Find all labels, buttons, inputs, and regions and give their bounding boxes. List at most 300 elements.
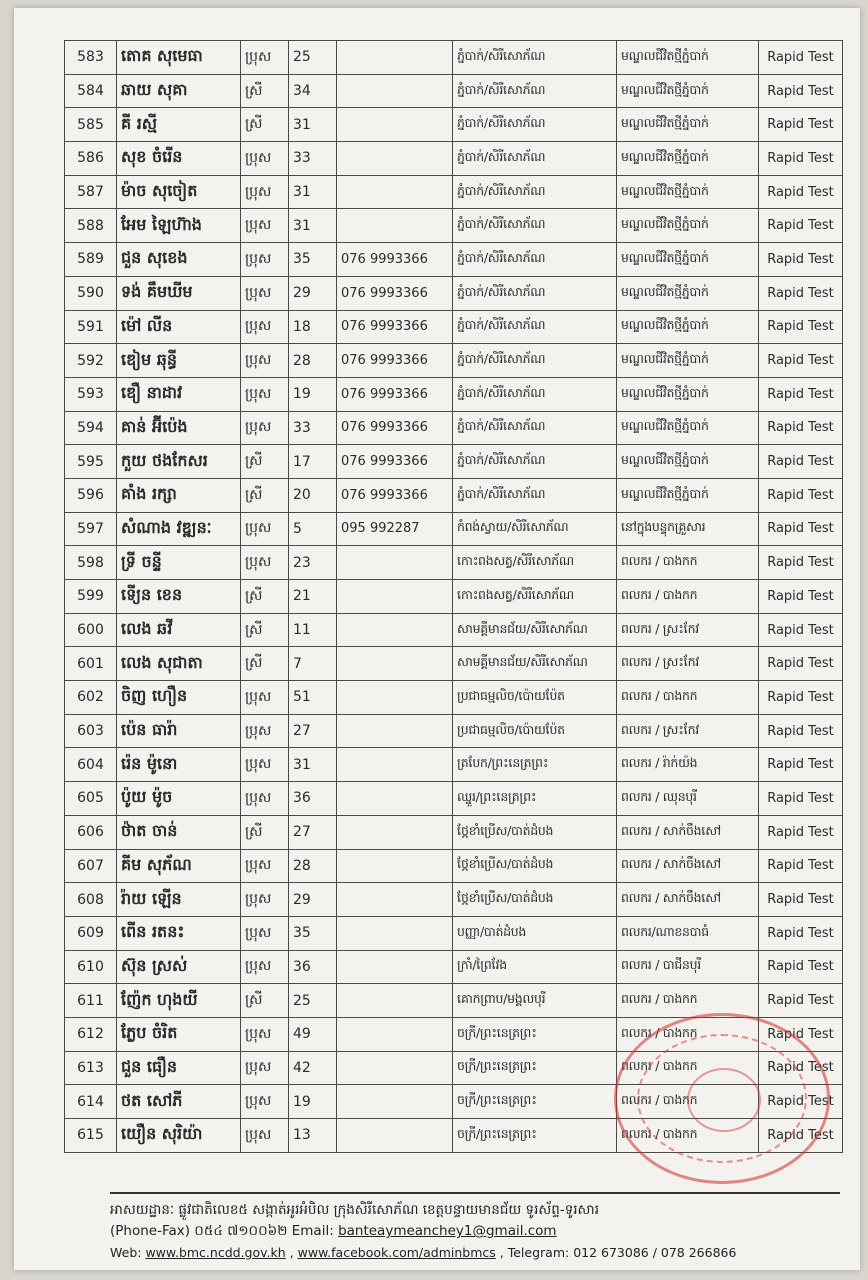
patient-age-cell: 31 — [289, 748, 337, 782]
patient-phone-cell — [337, 108, 453, 142]
patient-origin-cell: ពលករ / បាងកក — [617, 1119, 759, 1153]
test-type-cell: Rapid Test — [759, 748, 843, 782]
patient-age-cell: 49 — [289, 1017, 337, 1051]
row-number-cell: 609 — [65, 916, 117, 950]
footer-email-label: Email: — [291, 1223, 334, 1239]
patient-name-cell: ពើន រតនះ — [117, 916, 241, 950]
patient-sex-cell: ប្រុស — [241, 950, 289, 984]
patient-phone-cell: 076 9993366 — [337, 243, 453, 277]
patient-name-cell: ឌៀម ឆុន្ធី — [117, 344, 241, 378]
patient-phone-cell — [337, 209, 453, 243]
patient-age-cell: 23 — [289, 546, 337, 580]
test-type-cell: Rapid Test — [759, 916, 843, 950]
patient-name-cell: ម៉ាច សុចៀត — [117, 175, 241, 209]
patient-name-cell: យឿន សុរិយ៉ា — [117, 1119, 241, 1153]
patient-origin-cell: មណ្ឌលជីវិតថ្មីភ្នំបាក់ — [617, 377, 759, 411]
footer-web-line — [110, 1242, 840, 1263]
test-type-cell: Rapid Test — [759, 613, 843, 647]
table-row — [65, 613, 843, 647]
footer-separator: , — [499, 1245, 504, 1260]
patient-phone-cell — [337, 546, 453, 580]
table-row — [65, 209, 843, 243]
patient-sex-cell: ប្រុស — [241, 344, 289, 378]
patient-sex-cell: ប្រុស — [241, 714, 289, 748]
test-type-cell: Rapid Test — [759, 108, 843, 142]
patient-name-cell: ម៉ៅ លីន — [117, 310, 241, 344]
table-row — [65, 310, 843, 344]
patient-origin-cell: ពលករ / ស្រះកែវ — [617, 714, 759, 748]
row-number-cell: 613 — [65, 1051, 117, 1085]
patient-age-cell: 33 — [289, 411, 337, 445]
patient-address-cell: គោកព្រាប/មង្គលបុរី — [453, 984, 617, 1018]
row-number-cell: 595 — [65, 445, 117, 479]
patient-address-cell: ភ្នំបាក់/សិរីសោភ័ណ — [453, 445, 617, 479]
patient-address-cell: ប្រជាធម្មលិច/ប៉ោយប៉ែត — [453, 714, 617, 748]
patient-phone-cell: 076 9993366 — [337, 344, 453, 378]
patient-origin-cell: ពលករ / រ៉ាក់យ៉ង — [617, 748, 759, 782]
patient-age-cell: 28 — [289, 344, 337, 378]
patient-phone-cell: 095 992287 — [337, 512, 453, 546]
table-row — [65, 1119, 843, 1153]
patient-origin-cell: មណ្ឌលជីវិតថ្មីភ្នំបាក់ — [617, 276, 759, 310]
patient-sex-cell: ស្រី — [241, 580, 289, 614]
row-number-cell: 599 — [65, 580, 117, 614]
row-number-cell: 591 — [65, 310, 117, 344]
patient-address-cell: ប្រជាធម្មលិច/ប៉ោយប៉ែត — [453, 681, 617, 715]
table-row — [65, 849, 843, 883]
row-number-cell: 590 — [65, 276, 117, 310]
patient-origin-cell: នៅក្នុងបន្ទុកគ្រួសារ — [617, 512, 759, 546]
patient-address-cell: កោះពងសត្វ/សិរីសោភ័ណ — [453, 580, 617, 614]
patient-phone-cell — [337, 613, 453, 647]
row-number-cell: 587 — [65, 175, 117, 209]
patient-address-cell: បញ្ញា/បាត់ដំបង — [453, 916, 617, 950]
table-row — [65, 1085, 843, 1119]
patient-sex-cell: ប្រុស — [241, 1051, 289, 1085]
row-number-cell: 615 — [65, 1119, 117, 1153]
patient-age-cell: 31 — [289, 108, 337, 142]
patient-phone-cell: 076 9993366 — [337, 411, 453, 445]
table-row — [65, 74, 843, 108]
patient-origin-cell: មណ្ឌលជីវិតថ្មីភ្នំបាក់ — [617, 209, 759, 243]
patient-origin-cell: មណ្ឌលជីវិតថ្មីភ្នំបាក់ — [617, 478, 759, 512]
test-type-cell: Rapid Test — [759, 1017, 843, 1051]
test-type-cell: Rapid Test — [759, 1051, 843, 1085]
patient-sex-cell: ស្រី — [241, 478, 289, 512]
patient-age-cell: 7 — [289, 647, 337, 681]
patient-origin-cell: ពលករ / សាក់ចឹងសៅ — [617, 849, 759, 883]
test-type-cell: Rapid Test — [759, 209, 843, 243]
test-type-cell: Rapid Test — [759, 681, 843, 715]
test-type-cell: Rapid Test — [759, 175, 843, 209]
patient-age-cell: 5 — [289, 512, 337, 546]
patient-name-cell: ប៉េន ធារ៉ា — [117, 714, 241, 748]
patient-phone-cell — [337, 984, 453, 1018]
patient-sex-cell: ប្រុស — [241, 849, 289, 883]
row-number-cell: 607 — [65, 849, 117, 883]
table-row — [65, 782, 843, 816]
test-type-cell: Rapid Test — [759, 276, 843, 310]
patient-age-cell: 19 — [289, 1085, 337, 1119]
row-number-cell: 596 — [65, 478, 117, 512]
table-row — [65, 1051, 843, 1085]
test-type-cell: Rapid Test — [759, 344, 843, 378]
patient-name-cell: ទើ្យន ខេន — [117, 580, 241, 614]
patient-phone-cell — [337, 1051, 453, 1085]
patient-age-cell: 25 — [289, 984, 337, 1018]
row-number-cell: 598 — [65, 546, 117, 580]
patient-origin-cell: មណ្ឌលជីវិតថ្មីភ្នំបាក់ — [617, 142, 759, 176]
table-row — [65, 108, 843, 142]
patient-name-cell: គីម សុភ័ណ — [117, 849, 241, 883]
patient-age-cell: 17 — [289, 445, 337, 479]
footer-separator: , — [289, 1245, 294, 1260]
patient-phone-cell — [337, 142, 453, 176]
patient-origin-cell: មណ្ឌលជីវិតថ្មីភ្នំបាក់ — [617, 445, 759, 479]
patient-address-cell: ភ្នំបាក់/សិរីសោភ័ណ — [453, 411, 617, 445]
patient-phone-cell — [337, 1017, 453, 1051]
row-number-cell: 597 — [65, 512, 117, 546]
test-type-cell: Rapid Test — [759, 984, 843, 1018]
row-number-cell: 593 — [65, 377, 117, 411]
test-type-cell: Rapid Test — [759, 950, 843, 984]
patient-phone-cell — [337, 41, 453, 75]
footer-contact-line — [110, 1221, 840, 1242]
patient-phone-cell: 076 9993366 — [337, 377, 453, 411]
patient-origin-cell: មណ្ឌលជីវិតថ្មីភ្នំបាក់ — [617, 243, 759, 277]
patient-name-cell: ជួន សុខេង — [117, 243, 241, 277]
row-number-cell: 600 — [65, 613, 117, 647]
row-number-cell: 594 — [65, 411, 117, 445]
row-number-cell: 583 — [65, 41, 117, 75]
patient-sex-cell: ប្រុស — [241, 883, 289, 917]
row-number-cell: 608 — [65, 883, 117, 917]
table-row — [65, 478, 843, 512]
patient-address-cell: ភ្នំបាក់/សិរីសោភ័ណ — [453, 74, 617, 108]
patient-phone-cell — [337, 748, 453, 782]
test-type-cell: Rapid Test — [759, 1119, 843, 1153]
patient-address-cell: ថ្កែខាំប្រើស/បាត់ដំបង — [453, 883, 617, 917]
patient-age-cell: 19 — [289, 377, 337, 411]
patient-name-cell: រ៉ាយ ឡើន — [117, 883, 241, 917]
patient-origin-cell: ពលករ / បាងកក — [617, 681, 759, 715]
patient-age-cell: 51 — [289, 681, 337, 715]
patient-age-cell: 13 — [289, 1119, 337, 1153]
patient-name-cell: តោគ សុមេធា — [117, 41, 241, 75]
footer-phone: (Phone-Fax) ០៥៤ ៧១០០៦២ — [110, 1223, 288, 1239]
patient-sex-cell: ប្រុស — [241, 1119, 289, 1153]
patient-address-cell: ភ្នំបាក់/សិរីសោភ័ណ — [453, 276, 617, 310]
patient-origin-cell: មណ្ឌលជីវិតថ្មីភ្នំបាក់ — [617, 108, 759, 142]
patient-phone-cell — [337, 175, 453, 209]
patient-sex-cell: ប្រុស — [241, 916, 289, 950]
patient-age-cell: 33 — [289, 142, 337, 176]
row-number-cell: 614 — [65, 1085, 117, 1119]
patient-address-cell: ចក្រី/ព្រះនេត្រព្រះ — [453, 1017, 617, 1051]
patient-name-cell: សុខ ចំរើន — [117, 142, 241, 176]
patient-sex-cell: ប្រុស — [241, 41, 289, 75]
patient-phone-cell — [337, 950, 453, 984]
patient-name-cell: កួយ ថងកែសរ — [117, 445, 241, 479]
patient-origin-cell: មណ្ឌលជីវិតថ្មីភ្នំបាក់ — [617, 411, 759, 445]
patient-origin-cell: ពលករ / បាជីនបុរី — [617, 950, 759, 984]
patient-origin-cell: ពលករ / បាងកក — [617, 1051, 759, 1085]
patient-address-cell: ឈ្នួរ/ព្រះនេត្រព្រះ — [453, 782, 617, 816]
patient-name-cell: ប៉ូយ ម៉ូច — [117, 782, 241, 816]
patient-name-cell: ជួន ធឿន — [117, 1051, 241, 1085]
patient-address-cell: ភ្នំបាក់/សិរីសោភ័ណ — [453, 142, 617, 176]
test-type-cell: Rapid Test — [759, 142, 843, 176]
row-number-cell: 612 — [65, 1017, 117, 1051]
patient-sex-cell: ប្រុស — [241, 276, 289, 310]
patient-name-cell: លេង សុជាតា — [117, 647, 241, 681]
patient-phone-cell — [337, 916, 453, 950]
row-number-cell: 585 — [65, 108, 117, 142]
patient-address-cell: ភ្នំបាក់/សិរីសោភ័ណ — [453, 108, 617, 142]
patient-age-cell: 25 — [289, 41, 337, 75]
patient-name-cell: អែម ឡៃហ៊ាង — [117, 209, 241, 243]
test-type-cell: Rapid Test — [759, 243, 843, 277]
patient-sex-cell: ប្រុស — [241, 310, 289, 344]
footer-web-link[interactable]: www.bmc.ncdd.gov.kh — [145, 1245, 286, 1260]
row-number-cell: 592 — [65, 344, 117, 378]
footer-facebook-link[interactable]: www.facebook.com/adminbmcs — [297, 1245, 496, 1260]
patient-address-cell: កំពង់ស្វាយ/សិរីសោភ័ណ — [453, 512, 617, 546]
row-number-cell: 606 — [65, 815, 117, 849]
test-type-cell: Rapid Test — [759, 1085, 843, 1119]
patient-sex-cell: ប្រុស — [241, 748, 289, 782]
table-row — [65, 748, 843, 782]
patient-age-cell: 35 — [289, 916, 337, 950]
row-number-cell: 610 — [65, 950, 117, 984]
patient-phone-cell — [337, 1085, 453, 1119]
row-number-cell: 602 — [65, 681, 117, 715]
patient-phone-cell — [337, 647, 453, 681]
patient-phone-cell: 076 9993366 — [337, 478, 453, 512]
patient-age-cell: 28 — [289, 849, 337, 883]
table-row — [65, 243, 843, 277]
patient-age-cell: 31 — [289, 209, 337, 243]
patient-name-cell: គី រស្មី — [117, 108, 241, 142]
test-type-cell: Rapid Test — [759, 411, 843, 445]
patient-name-cell: លេង ឆវី — [117, 613, 241, 647]
patient-name-cell: ថត សៅភី — [117, 1085, 241, 1119]
patient-sex-cell: ប្រុស — [241, 681, 289, 715]
patient-name-cell: ញ៉ែក ហុងយី — [117, 984, 241, 1018]
patient-address-cell: កោះពងសត្វ/សិរីសោភ័ណ — [453, 546, 617, 580]
patient-name-cell: ទង់ គឹមឃីម — [117, 276, 241, 310]
patient-address-cell: ភ្នំបាក់/សិរីសោភ័ណ — [453, 310, 617, 344]
patient-sex-cell: ប្រុស — [241, 782, 289, 816]
row-number-cell: 611 — [65, 984, 117, 1018]
patient-age-cell: 42 — [289, 1051, 337, 1085]
patient-address-cell: ត្របែក/ព្រះនេត្រព្រះ — [453, 748, 617, 782]
test-type-cell: Rapid Test — [759, 74, 843, 108]
test-type-cell: Rapid Test — [759, 580, 843, 614]
patient-phone-cell — [337, 782, 453, 816]
patient-name-cell: ចិញ ហឿន — [117, 681, 241, 715]
row-number-cell: 605 — [65, 782, 117, 816]
patient-address-cell: ភ្នំបាក់/សិរីសោភ័ណ — [453, 175, 617, 209]
table-row — [65, 647, 843, 681]
row-number-cell: 601 — [65, 647, 117, 681]
patient-address-cell: ក្រាំ/ព្រៃវែង — [453, 950, 617, 984]
patient-address-cell: ភ្នំបាក់/សិរីសោភ័ណ — [453, 209, 617, 243]
patient-name-cell: ឌឿ នាដាវ — [117, 377, 241, 411]
patient-origin-cell: ពលករ / ឈុនបុរី — [617, 782, 759, 816]
patient-sex-cell: ស្រី — [241, 445, 289, 479]
footer-address-line: អាសយដ្ឋានៈ ផ្លូវជាតិលេខ៥ សង្កាត់អូរអំបិល ក្រុងសិរីសោភ័ណ ខេត្តបន្ទាយមានជ័យ ទូរស័ព្ទ-ទូរសារ — [110, 1202, 599, 1218]
patient-origin-cell: មណ្ឌលជីវិតថ្មីភ្នំបាក់ — [617, 175, 759, 209]
patient-phone-cell — [337, 681, 453, 715]
patient-age-cell: 20 — [289, 478, 337, 512]
row-number-cell: 604 — [65, 748, 117, 782]
patient-name-cell: រ៉េន ម៉ូនោ — [117, 748, 241, 782]
patient-phone-cell: 076 9993366 — [337, 310, 453, 344]
patient-sex-cell: ប្រុស — [241, 142, 289, 176]
patient-name-cell: ភ្លែប ចំរិត — [117, 1017, 241, 1051]
patient-table-body — [65, 41, 843, 1153]
patient-address-cell: ភ្នំបាក់/សិរីសោភ័ណ — [453, 377, 617, 411]
patient-age-cell: 29 — [289, 883, 337, 917]
patient-phone-cell — [337, 714, 453, 748]
row-number-cell: 588 — [65, 209, 117, 243]
patient-origin-cell: ពលករ / បាងកក — [617, 546, 759, 580]
patient-age-cell: 21 — [289, 580, 337, 614]
patient-sex-cell: ស្រី — [241, 613, 289, 647]
patient-sex-cell: ស្រី — [241, 108, 289, 142]
patient-origin-cell: ពលករ / បាងកក — [617, 984, 759, 1018]
table-row — [65, 276, 843, 310]
table-row — [65, 714, 843, 748]
test-type-cell: Rapid Test — [759, 883, 843, 917]
patient-origin-cell: មណ្ឌលជីវិតថ្មីភ្នំបាក់ — [617, 41, 759, 75]
patient-origin-cell: ពលករ / បាងកក — [617, 1017, 759, 1051]
patient-age-cell: 34 — [289, 74, 337, 108]
table-row — [65, 142, 843, 176]
patient-phone-cell — [337, 74, 453, 108]
table-row — [65, 815, 843, 849]
patient-address-cell: ភ្នំបាក់/សិរីសោភ័ណ — [453, 243, 617, 277]
patient-address-cell: ភ្នំបាក់/សិរីសោភ័ណ — [453, 478, 617, 512]
patient-sex-cell: ស្រី — [241, 815, 289, 849]
footer-web-label: Web: — [110, 1245, 142, 1260]
patient-phone-cell — [337, 580, 453, 614]
patient-age-cell: 18 — [289, 310, 337, 344]
patient-address-cell: ថ្កែខាំប្រើស/បាត់ដំបង — [453, 849, 617, 883]
patient-age-cell: 31 — [289, 175, 337, 209]
test-type-cell: Rapid Test — [759, 647, 843, 681]
patient-phone-cell: 076 9993366 — [337, 276, 453, 310]
patient-origin-cell: ពលករ / ស្រះកែវ — [617, 613, 759, 647]
patient-name-cell: គាំង រក្សា — [117, 478, 241, 512]
patient-origin-cell: មណ្ឌលជីវិតថ្មីភ្នំបាក់ — [617, 310, 759, 344]
patient-name-cell: ឆាយ សុគា — [117, 74, 241, 108]
document-page — [14, 8, 860, 1270]
test-type-cell: Rapid Test — [759, 445, 843, 479]
patient-age-cell: 36 — [289, 782, 337, 816]
patient-address-cell: ចក្រី/ព្រះនេត្រព្រះ — [453, 1119, 617, 1153]
patient-sex-cell: ប្រុស — [241, 411, 289, 445]
patient-address-cell: ថ្កែខាំប្រើស/បាត់ដំបង — [453, 815, 617, 849]
test-type-cell: Rapid Test — [759, 546, 843, 580]
table-row — [65, 344, 843, 378]
patient-origin-cell: ពលករ/ណាខនបាធំ — [617, 916, 759, 950]
row-number-cell: 603 — [65, 714, 117, 748]
patient-sex-cell: ស្រី — [241, 984, 289, 1018]
patient-age-cell: 11 — [289, 613, 337, 647]
patient-address-cell: ចក្រី/ព្រះនេត្រព្រះ — [453, 1085, 617, 1119]
patient-name-cell: ស៊ុន ស្រស់ — [117, 950, 241, 984]
table-row — [65, 377, 843, 411]
test-type-cell: Rapid Test — [759, 714, 843, 748]
patient-sex-cell: ស្រី — [241, 74, 289, 108]
test-type-cell: Rapid Test — [759, 849, 843, 883]
table-row — [65, 546, 843, 580]
patient-age-cell: 29 — [289, 276, 337, 310]
table-row — [65, 411, 843, 445]
patient-age-cell: 35 — [289, 243, 337, 277]
patient-name-cell: ថ៉ាត ចាន់ — [117, 815, 241, 849]
patient-sex-cell: ប្រុស — [241, 1085, 289, 1119]
patient-address-cell: ភ្នំបាក់/សិរីសោភ័ណ — [453, 344, 617, 378]
patient-sex-cell: ប្រុស — [241, 377, 289, 411]
patient-origin-cell: ពលករ / បាងកក — [617, 580, 759, 614]
table-row — [65, 883, 843, 917]
patient-phone-cell — [337, 883, 453, 917]
footer-telegram: Telegram: 012 673086 / 078 266866 — [507, 1245, 737, 1260]
patient-sex-cell: ប្រុស — [241, 1017, 289, 1051]
patient-origin-cell: ពលករ / សាក់ចឹងសៅ — [617, 883, 759, 917]
patient-origin-cell: ពលករ / បាងកក — [617, 1085, 759, 1119]
table-row — [65, 984, 843, 1018]
patient-sex-cell: ស្រី — [241, 647, 289, 681]
patient-name-cell: ទ្រី ចន្ទី — [117, 546, 241, 580]
table-row — [65, 916, 843, 950]
patient-address-cell: ភ្នំបាក់/សិរីសោភ័ណ — [453, 41, 617, 75]
patient-phone-cell: 076 9993366 — [337, 445, 453, 479]
patient-age-cell: 36 — [289, 950, 337, 984]
footer-email-link[interactable]: banteaymeanchey1@gmail.com — [338, 1223, 557, 1239]
patient-phone-cell — [337, 1119, 453, 1153]
patient-name-cell: សំណាង វឌ្ឍនៈ — [117, 512, 241, 546]
patient-phone-cell — [337, 815, 453, 849]
patient-sex-cell: ប្រុស — [241, 175, 289, 209]
patient-age-cell: 27 — [289, 714, 337, 748]
test-type-cell: Rapid Test — [759, 782, 843, 816]
table-row — [65, 580, 843, 614]
patient-origin-cell: មណ្ឌលជីវិតថ្មីភ្នំបាក់ — [617, 74, 759, 108]
patient-sex-cell: ប្រុស — [241, 243, 289, 277]
patient-name-cell: គាន់ អ៊ីប៉េង — [117, 411, 241, 445]
document-footer — [110, 1192, 840, 1263]
test-type-cell: Rapid Test — [759, 512, 843, 546]
row-number-cell: 584 — [65, 74, 117, 108]
patient-origin-cell: ពលករ / សាក់ចឹងសៅ — [617, 815, 759, 849]
patient-table — [64, 40, 843, 1153]
patient-age-cell: 27 — [289, 815, 337, 849]
test-type-cell: Rapid Test — [759, 377, 843, 411]
table-row — [65, 681, 843, 715]
row-number-cell: 586 — [65, 142, 117, 176]
patient-address-cell: ចក្រី/ព្រះនេត្រព្រះ — [453, 1051, 617, 1085]
patient-origin-cell: ពលករ / ស្រះកែវ — [617, 647, 759, 681]
table-row — [65, 1017, 843, 1051]
table-row — [65, 175, 843, 209]
row-number-cell: 589 — [65, 243, 117, 277]
patient-address-cell: សាមគ្គីមានជ័យ/សិរីសោភ័ណ — [453, 647, 617, 681]
patient-sex-cell: ប្រុស — [241, 546, 289, 580]
